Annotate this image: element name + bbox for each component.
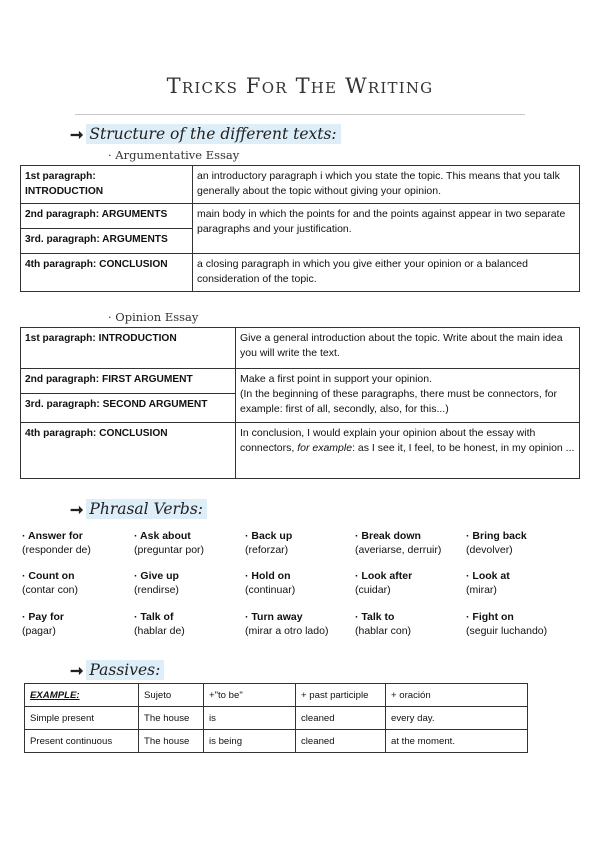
phrasal-meaning: (cuidar) <box>355 584 391 596</box>
phrasal-meaning: (hablar con) <box>355 625 412 637</box>
table-cell: cleaned <box>296 730 386 753</box>
phrasal-meaning: (reforzar) <box>245 544 289 556</box>
header-cell: Sujeto <box>139 684 204 707</box>
table-row <box>21 369 580 394</box>
row-text: main body in which the points for and the points against appear in two separate paragraphs and your justification. <box>193 204 580 254</box>
table-cell: is <box>204 707 296 730</box>
row-label: INTRODUCTION <box>25 186 104 197</box>
phrasal-verb: · Turn away <box>245 611 303 623</box>
phrasal-meaning: (seguir luchando) <box>466 625 548 637</box>
table-cell: Present continuous <box>25 730 139 753</box>
arrow-right-icon: ➞ <box>70 124 84 144</box>
phrasal-verb-item <box>134 529 204 557</box>
phrasal-meaning: (averiarse, derruir) <box>355 544 442 556</box>
phrasal-meaning: (responder de) <box>22 544 91 556</box>
row-text: Make a first point in support your opinion. <box>240 373 433 385</box>
row-label: SECOND ARGUMENT <box>102 399 208 410</box>
phrasal-meaning: (continuar) <box>245 584 296 596</box>
row-text: a closing paragraph in which you give either your opinion or a balanced consideration of the topic. <box>193 254 580 292</box>
phrasal-verb: · Bring back <box>466 530 527 542</box>
row-text: an introductory paragraph i which you state the topic. This means that you talk generally about the topic without giving your opinion. <box>193 166 580 204</box>
passives-heading: ➞ Passives: <box>70 660 164 680</box>
row-label: INTRODUCTION <box>98 333 177 344</box>
row-text-emphasis: for example <box>297 442 353 454</box>
table-row <box>21 254 580 292</box>
row-label: 1st paragraph: <box>25 171 96 182</box>
row-label: 2nd paragraph: ARGUMENTS <box>21 204 193 229</box>
table-cell: The house <box>139 730 204 753</box>
phrasal-verb-item <box>22 610 64 638</box>
phrasal-verb-item <box>466 529 527 557</box>
phrasal-meaning: (pagar) <box>22 625 56 637</box>
argumentative-table <box>20 165 580 292</box>
phrasal-verb: · Back up <box>245 530 293 542</box>
opinion-table <box>20 327 580 479</box>
phrasal-meaning: (preguntar por) <box>134 544 205 556</box>
phrasal-verb-item <box>466 569 510 597</box>
table-cell: cleaned <box>296 707 386 730</box>
row-text: (In the beginning of these paragraphs, there must be connectors, for example: first of all, secondly, also, for this...) <box>240 388 557 415</box>
header-cell: + oración <box>386 684 528 707</box>
table-row <box>21 166 580 204</box>
phrasal-meaning: (hablar de) <box>134 625 185 637</box>
row-label: 2nd paragraph: <box>25 374 100 385</box>
phrasal-verb: · Count on <box>22 570 75 582</box>
row-label: 4th paragraph: CONCLUSION <box>21 254 193 292</box>
row-label: 3rd. paragraph: ARGUMENTS <box>21 229 193 254</box>
phrasal-verb-item <box>134 569 179 597</box>
phrasal-verb-item <box>245 529 292 557</box>
arrow-right-icon: ➞ <box>70 499 84 519</box>
row-label: 3rd. paragraph: <box>25 399 100 410</box>
row-label: 1st paragraph: <box>25 333 96 344</box>
opinion-subtitle: · Opinion Essay <box>108 310 199 324</box>
phrasal-verb: · Talk of <box>134 611 174 623</box>
phrasal-meaning: (rendirse) <box>134 584 179 596</box>
header-cell: +"to be" <box>204 684 296 707</box>
phrasal-verb-item <box>355 529 441 557</box>
row-label: FIRST ARGUMENT <box>102 374 193 385</box>
table-cell: Simple present <box>25 707 139 730</box>
phrasal-verb-item <box>22 569 78 597</box>
phrasal-verb: · Look at <box>466 570 510 582</box>
phrasal-verb: · Answer for <box>22 530 83 542</box>
phrasal-heading: ➞ Phrasal Verbs: <box>70 499 207 519</box>
row-text: Give a general introduction about the topic. Write about the main idea you will write the text. <box>236 328 580 369</box>
header-cell: EXAMPLE: <box>25 684 139 707</box>
structure-heading: ➞ Structure of the different texts: <box>70 124 341 144</box>
table-row <box>25 730 528 753</box>
table-cell: every day. <box>386 707 528 730</box>
phrasal-verb-item <box>245 610 328 638</box>
phrasal-verb: · Hold on <box>245 570 291 582</box>
phrasal-verb-item <box>134 610 185 638</box>
phrasal-verb: · Break down <box>355 530 421 542</box>
phrasal-verb-item <box>245 569 295 597</box>
row-label: CONCLUSION <box>99 428 168 439</box>
header-cell: + past participle <box>296 684 386 707</box>
phrasal-verb-item <box>355 610 411 638</box>
phrasal-meaning: (contar con) <box>22 584 79 596</box>
phrasal-meaning: (mirar a otro lado) <box>245 625 329 637</box>
table-cell: is being <box>204 730 296 753</box>
table-row <box>25 707 528 730</box>
arrow-right-icon: ➞ <box>70 660 84 680</box>
phrasal-verb-item <box>355 569 412 597</box>
table-row <box>21 423 580 479</box>
passives-table <box>24 683 528 753</box>
row-text: : as I see it, I feel, to be honest, in my opinion ... <box>352 442 575 454</box>
phrasal-meaning: (devolver) <box>466 544 513 556</box>
table-header-row <box>25 684 528 707</box>
phrasal-verb: · Ask about <box>134 530 191 542</box>
table-row <box>21 204 580 229</box>
phrasal-verb-item <box>22 529 91 557</box>
table-row <box>21 328 580 369</box>
phrasal-meaning: (mirar) <box>466 584 497 596</box>
phrasal-verb: · Look after <box>355 570 413 582</box>
phrasal-verb-item <box>466 610 547 638</box>
title-divider <box>75 114 525 115</box>
phrasal-verb: · Pay for <box>22 611 65 623</box>
table-cell: The house <box>139 707 204 730</box>
row-label: 4th paragraph: <box>25 428 97 439</box>
phrasal-verb: · Talk to <box>355 611 395 623</box>
table-cell: at the moment. <box>386 730 528 753</box>
argumentative-subtitle: · Argumentative Essay <box>108 148 240 162</box>
phrasal-verb: · Give up <box>134 570 179 582</box>
phrasal-verb: · Fight on <box>466 611 514 623</box>
row-text: In conclusion, I would explain your opinion about the essay with connectors, <box>240 427 536 454</box>
page-title: Tricks For The Writing <box>166 74 434 98</box>
